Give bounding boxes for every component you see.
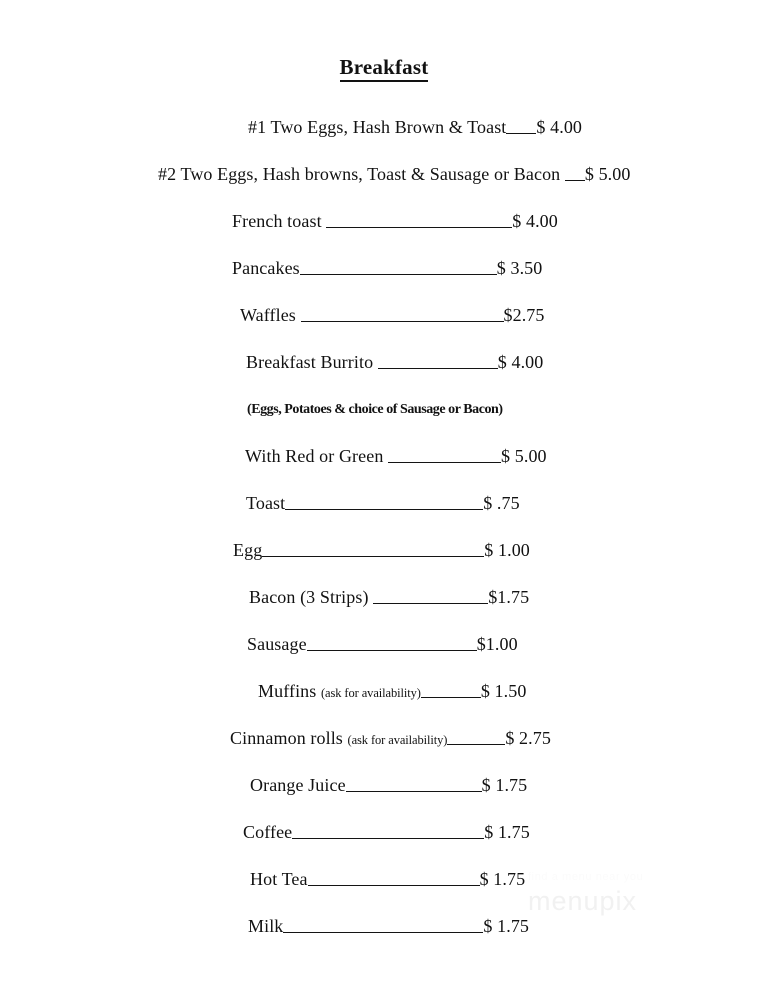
- menu-item: [243, 809, 530, 856]
- menu-item-descriptor-row: [0, 386, 768, 433]
- menu-item: [248, 104, 582, 151]
- menu-item-price: $ 4.00: [512, 211, 558, 231]
- menu-item-name: #1 Two Eggs, Hash Brown & Toast: [248, 117, 507, 137]
- menu-item: [247, 621, 518, 668]
- menu-item-row: [0, 621, 768, 668]
- page-title: Breakfast: [340, 56, 429, 82]
- menu-item-row: [0, 715, 768, 762]
- dotted-leader: [300, 261, 497, 275]
- menu-item-price: $ 1.75: [484, 822, 530, 842]
- menu-item: [240, 292, 545, 339]
- menu-item: [250, 762, 527, 809]
- menu-item-name: Cinnamon rolls: [230, 728, 348, 748]
- menu-item: [245, 433, 547, 480]
- menu-item-name: Egg: [233, 540, 263, 560]
- menu-item-price: $ 5.00: [584, 164, 631, 184]
- menu-item-row: [0, 433, 768, 480]
- dotted-leader: [292, 825, 484, 839]
- menu-item-name: Orange Juice: [250, 775, 346, 795]
- dotted-leader: [346, 778, 482, 792]
- dotted-leader: [373, 590, 488, 604]
- dotted-leader: [301, 308, 504, 322]
- menu-item-price: $1.00: [476, 634, 518, 654]
- menu-item-row: [0, 480, 768, 527]
- menu-item: [158, 151, 630, 198]
- menu-item-row: [0, 527, 768, 574]
- menu-item-row: [0, 339, 768, 386]
- descriptor-text: (Eggs, Potatoes & choice of Sausage or Bacon): [247, 402, 503, 417]
- menu-item-name: With Red or Green: [245, 446, 389, 466]
- menu-item-price: $ 1.75: [481, 775, 528, 795]
- menu-item-name: #2 Two Eggs, Hash browns, Toast & Sausage or Bacon: [158, 164, 565, 184]
- menu-item-note: (ask for availability): [320, 686, 421, 700]
- menu-item-name: Breakfast Burrito: [246, 352, 378, 372]
- menu-item-row: [0, 104, 768, 151]
- menu-item: [258, 668, 526, 717]
- menu-item-row: [0, 574, 768, 621]
- dotted-leader: [307, 637, 477, 651]
- menu-item: [246, 339, 543, 386]
- menu-item-row: [0, 668, 768, 715]
- menu-item-price: $1.75: [488, 587, 530, 607]
- menu-item-note: (ask for availability): [347, 733, 448, 747]
- dotted-leader: [308, 872, 480, 886]
- dotted-leader: [506, 120, 536, 134]
- menu-item-row: [0, 856, 768, 903]
- menu-item-price: $ 1.00: [484, 540, 530, 560]
- menu-item-price: $ 5.00: [501, 446, 547, 466]
- menu-item-name: Waffles: [240, 305, 301, 325]
- menu-item-price: $ 1.75: [479, 869, 526, 889]
- dotted-leader: [262, 543, 484, 557]
- menu-item-row: [0, 151, 768, 198]
- menu-item-name: Hot Tea: [250, 869, 308, 889]
- menu-item-price: $ .75: [483, 493, 520, 513]
- menu-item-row: [0, 762, 768, 809]
- menu-item-row: [0, 198, 768, 245]
- menu-item-price: $ 3.50: [496, 258, 543, 278]
- menu-item-row: [0, 292, 768, 339]
- dotted-leader: [421, 684, 481, 698]
- menu-item-row: [0, 245, 768, 292]
- menu-item-row: [0, 809, 768, 856]
- menu-item-name: Coffee: [243, 822, 293, 842]
- menu-item-name: Sausage: [247, 634, 307, 654]
- menu-item: [249, 574, 529, 621]
- menu-item-name: Bacon (3 Strips): [249, 587, 374, 607]
- menu-item-name: French toast: [232, 211, 327, 231]
- menu-item-name: Milk: [248, 916, 284, 936]
- menu-item: [230, 715, 551, 764]
- menu-item-price: $2.75: [503, 305, 545, 325]
- menu-item: [233, 527, 530, 574]
- menu-item-name: Pancakes: [232, 258, 300, 278]
- menu-item-row: [0, 903, 768, 950]
- dotted-leader: [447, 731, 505, 745]
- menu-item-name: Muffins: [258, 681, 321, 701]
- menu-item-name: Toast: [246, 493, 286, 513]
- menu-item-list: [0, 104, 768, 950]
- menu-item-price: $ 4.00: [497, 352, 544, 372]
- dotted-leader: [388, 449, 501, 463]
- menu-item-descriptor: [247, 386, 503, 433]
- page-title-container: [0, 56, 768, 82]
- watermark-tagline: find a menu near you: [528, 871, 644, 883]
- menu-item-price: $ 1.50: [480, 681, 527, 701]
- menu-item-price: $ 4.00: [536, 117, 583, 137]
- dotted-leader: [326, 214, 512, 228]
- menu-item: [232, 198, 558, 245]
- menu-item-price: $ 1.75: [483, 916, 530, 936]
- dotted-leader: [378, 355, 498, 369]
- menu-item: [246, 480, 520, 527]
- menu-item: [250, 856, 525, 903]
- dotted-leader: [285, 496, 483, 510]
- menu-item: [248, 903, 529, 950]
- dotted-leader: [283, 919, 483, 933]
- dotted-leader: [565, 167, 585, 181]
- menu-item: [232, 245, 542, 292]
- menu-item-price: $ 2.75: [505, 728, 551, 748]
- watermark-brand: menupix: [528, 886, 638, 916]
